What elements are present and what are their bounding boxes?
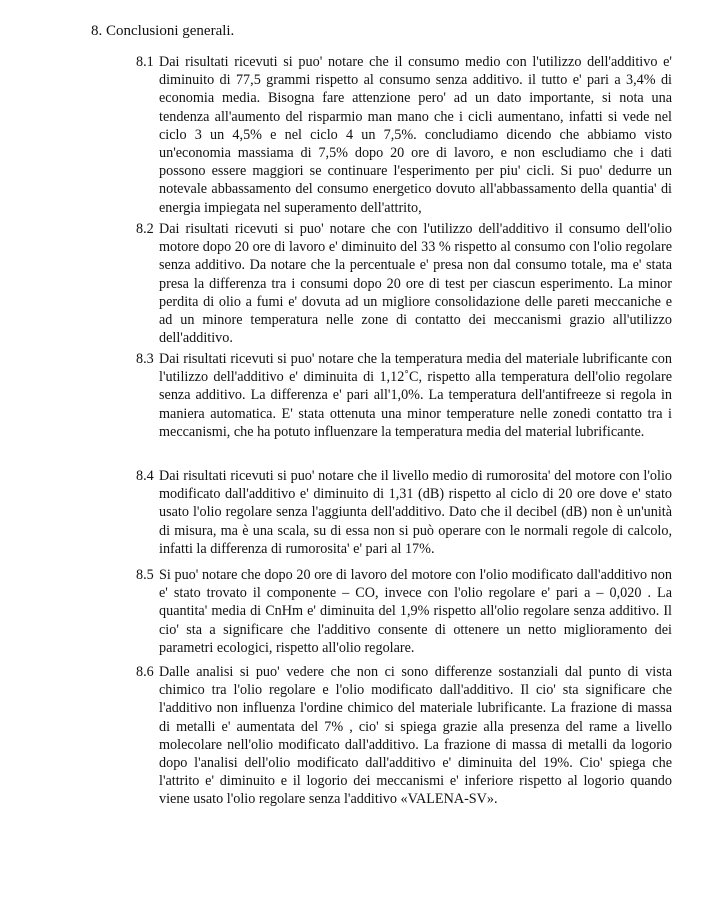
paragraph-number: 8.5 [136, 567, 154, 583]
paragraph-number: 8.4 [136, 468, 154, 484]
paragraph-text: Dai risultati ricevuti si puo' notare che il consumo medio con l'utilizzo dell'additivo e' diminuito di 77,5 grammi rispetto al consumo senza additivo. il tutto e' pari a 3,4% di economia media. Bisogna fare attenzione pero' ad un dato importante, si nota una tendenza all'aumento del risparmio man mano che i cicli aumentano, infatti si vede nel ciclo 3 un 4,5% e nel ciclo 4 un 7,5%. concludiamo dicendo che abbiamo visto un'economia massiama di 7,5% dopo 20 ore di lavoro, e non escludiamo che i dati possono essere maggiori se continuare l'esperimento per piu' cicli. Si puo' dedurre un notevale abbassamento del consumo energetico dovuto all'abbassamento della quantia' di energia impiegata nel superamento dell'attrito, [159, 54, 672, 216]
paragraph-8-2 [136, 220, 672, 347]
paragraph-text: Si puo' notare che dopo 20 ore di lavoro del motore con l'olio modificato dall'additivo non e' stato trovato il componente – CO, invece con l'olio regolare e' pari a – 0,020 . La quantita' media di CnHm e' diminuita del 1,9% rispetto all'olio regolare senza additivo. Il cio' sta a significare che l'additivo consente di ottenere un netto miglioramento dei parametri ecologici, rispetto all'olio regolare. [159, 567, 672, 656]
section-heading: 8. Conclusioni generali. [91, 23, 235, 39]
paragraph-8-6 [136, 663, 672, 809]
paragraph-8-3 [136, 350, 672, 441]
paragraph-text: Dalle analisi si puo' vedere che non ci sono differenze sostanziali dal punto di vista chimico tra l'olio regolare e l'olio modificato dall'additivo. Il cio' sta significare che l'additivo non influenza l'ordine chimico del materiale lubrificante. La frazione di massa di metalli e' aumentata del 7% , cio' si spiega grazie alla presenza del rame a livello molecolare nell'olio modificato dall'additivo. La frazione di massa di metalli da logorio dopo l'analisi dell'olio modificato dall'additivo e' diminuita del 19%. Cio' spiega che l'attrito e' diminuito e il logorio dei meccanismi e' inferiore rispetto al logorio quando viene usato l'olio regolare senza l'additivo «VALENA-SV». [159, 664, 672, 808]
paragraph-text: Dai risultati ricevuti si puo' notare che con l'utilizzo dell'additivo il consumo dell'olio motore dopo 20 ore di lavoro e' diminuito del 33 % rispetto al consumo con l'olio regolare senza additivo. Da notare che la percentuale e' presa non dal consumo totale, ma e' stata presa la differenza tra i consumi dopo 20 ore di test per ciascun esperimento. La minor perdita di olio a fumi e' dovuta ad un migliore consolidazione delle pareti meccaniche e ad un minore temperatura nelle zone di contatto dei meccanismi grazio all'utilizzo dell'additivo. [159, 221, 672, 347]
paragraph-8-1 [136, 53, 672, 217]
paragraph-8-4 [136, 467, 672, 558]
paragraph-text: Dai risultati ricevuti si puo' notare che la temperatura media del materiale lubrificante con l'utilizzo dell'additivo e' diminuita di 1,12˚C, rispetto alla temperatura dell'olio regolare senza additivo. La differenza e' pari all'1,0%. La temperatura dell'antifreeze si regola in maniera automatica. E' stata ottenuta una minor temperature nelle zonedi contatto tra i meccanismi, che ha potuto influenzare la temperatura media del material lubrificante. [159, 351, 672, 440]
paragraph-number: 8.6 [136, 664, 154, 680]
paragraph-number: 8.3 [136, 351, 154, 367]
paragraph-number: 8.1 [136, 54, 154, 70]
paragraph-text: Dai risultati ricevuti si puo' notare che il livello medio di rumorosita' del motore con l'olio modificato dall'additivo e' diminuito di 1,31 (dB) rispetto al ciclo di 20 ore dove e' stato usato l'olio regolare senza l'aggiunta dell'additivo. Dato che il decibel (dB) non è un'unità di misura, ma è una scala, su di essa non si può operare con le normali regole di calcolo, infatti la differenza di rumorosita' e' pari al 17%. [159, 468, 672, 557]
paragraph-8-5 [136, 566, 672, 657]
paragraph-number: 8.2 [136, 221, 154, 237]
